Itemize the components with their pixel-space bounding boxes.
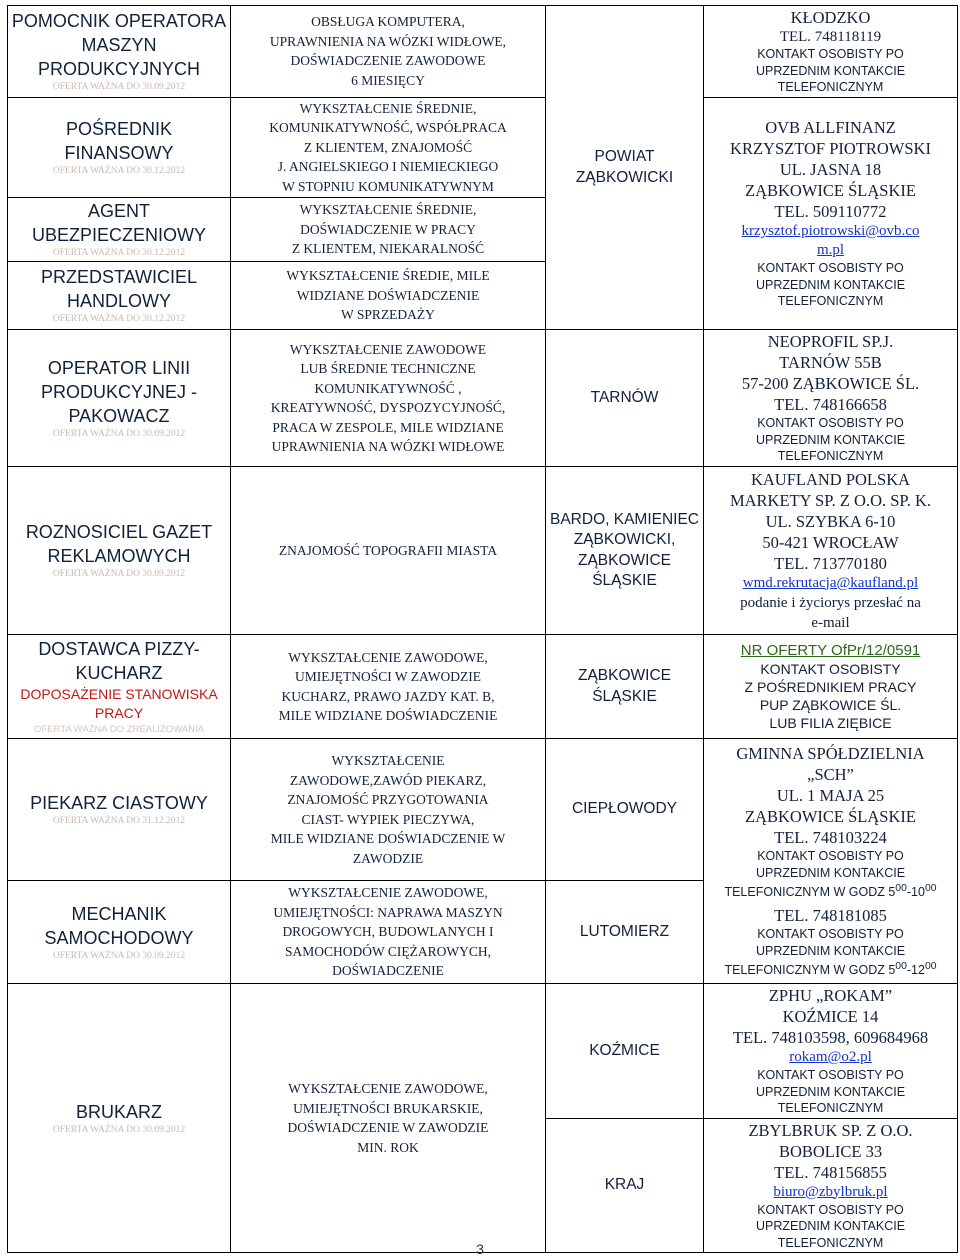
- contact-company: GMINNA SPÓŁDZIELNIA: [736, 744, 925, 764]
- requirements-cell: [231, 262, 546, 330]
- offer-expiry: OFERTA WAŻNA DO 30.09.2012: [52, 569, 186, 579]
- contact-note: UPRZEDNIM KONTAKCIE: [755, 63, 906, 78]
- requirements-line: LUB ŚREDNIE TECHNICZNE: [300, 361, 476, 376]
- location-text: ZĄBKOWICE ŚLĄSKIE: [577, 667, 671, 705]
- contact-phone: TEL. 748181085: [774, 906, 887, 925]
- contact-note: podanie i życiorys przesłać na: [740, 594, 921, 611]
- contact-company: ZPHU „ROKAM”: [768, 986, 893, 1005]
- requirements-line: WYKSZTAŁCENIE ŚREDIE, MILE: [286, 268, 490, 284]
- requirements-line: WIDZIANE DOŚWIADCZENIE: [296, 287, 480, 303]
- job-title: ROZNOSICIEL GAZET REKLAMOWYCH: [25, 522, 213, 566]
- requirements-line: ZAWODZIE: [352, 850, 424, 866]
- contact-note: KONTAKT OSOBISTY PO: [757, 416, 904, 431]
- table-row: [8, 739, 958, 881]
- contact-note: TELEFONICZNYM: [777, 294, 884, 308]
- contact-note: KONTAKT OSOBISTY PO: [757, 47, 904, 61]
- job-title-cell: [8, 198, 231, 262]
- contact-address: BOBOLICE 33: [778, 1141, 883, 1161]
- contact-cell: [704, 330, 958, 467]
- job-title-cell: [8, 635, 231, 739]
- contact-note: UPRZEDNIM KONTAKCIE: [755, 1219, 906, 1233]
- table-row: [8, 6, 958, 98]
- contact-note: KONTAKT OSOBISTY PO: [757, 849, 904, 864]
- email-link[interactable]: rokam@o2.pl: [789, 1049, 872, 1065]
- contact-note: KONTAKT OSOBISTY PO: [757, 927, 904, 941]
- requirements-line: KREATYWNOŚĆ, DYSPOZYCYJNOŚĆ,: [270, 400, 506, 415]
- offer-expiry: OFERTA WAŻNA DO 30.12.2012: [52, 165, 186, 176]
- contact-note: UPRZEDNIM KONTAKCIE: [755, 865, 906, 880]
- hours-sup: 00: [895, 961, 907, 972]
- hours-text: -12: [906, 963, 925, 978]
- contact-cell: [704, 6, 958, 98]
- table-row: [8, 984, 958, 1119]
- requirements-line: OBSŁUGA KOMPUTERA,: [311, 14, 465, 30]
- contact-cell: [704, 635, 958, 739]
- requirements-cell: [231, 881, 546, 984]
- requirements-line: WYKSZTAŁCENIE ZAWODOWE,: [288, 649, 488, 665]
- contact-phone: TEL. 748166658: [774, 395, 887, 415]
- requirements-line: DOŚWIADCZENIE ZAWODOWE: [290, 53, 486, 69]
- contact-phone: TEL. 748156855: [774, 1162, 887, 1182]
- job-title: AGENT UBEZPIECZENIOWY: [31, 201, 206, 245]
- email-link[interactable]: wmd.rekrutacja@kaufland.pl: [742, 574, 919, 591]
- requirements-cell: [231, 467, 546, 635]
- location-text: LUTOMIERZ: [579, 922, 670, 940]
- requirements-line: DOŚWIADCZENIE W PRACY: [300, 221, 476, 237]
- contact-hours: [707, 881, 954, 901]
- contact-phone: TEL. 509110772: [774, 202, 887, 221]
- contact-city: 50-421 WROCŁAW: [762, 532, 899, 552]
- offer-expiry: OFERTA WAŻNA DO 30.09.2012: [52, 81, 186, 92]
- offer-number-link[interactable]: NR OFERTY OfPr/12/0591: [740, 642, 921, 659]
- requirements-line: ZNAJOMOŚĆ PRZYGOTOWANIA: [287, 792, 489, 807]
- contact-address: UL. SZYBKA 6-10: [765, 511, 896, 531]
- contact-note: e-mail: [811, 614, 850, 631]
- job-title-cell: [8, 330, 231, 467]
- contact-cell: [704, 97, 958, 330]
- requirements-line: UPRAWNIENIA NA WÓZKI WIDŁOWE: [271, 439, 505, 454]
- contact-note: TELEFONICZNYM: [777, 1235, 884, 1250]
- requirements-line: WYKSZTAŁCENIE ZAWODOWE: [289, 341, 487, 357]
- job-title: OPERATOR LINII PRODUKCYJNEJ - PAKOWACZ: [40, 357, 197, 426]
- job-title-cell: [8, 97, 231, 198]
- contact-cell: [704, 739, 958, 984]
- contact-note: KONTAKT OSOBISTY PO: [757, 1068, 904, 1082]
- email-link[interactable]: [707, 222, 954, 260]
- requirements-cell: [231, 6, 546, 98]
- requirements-line: PRACA W ZESPOLE, MILE WIDZIANE: [272, 419, 504, 435]
- requirements-line: KOMUNIKATYWNOŚĆ ,: [314, 380, 462, 396]
- requirements-line: WYKSZTAŁCENIE ZAWODOWE,: [288, 1081, 488, 1096]
- offer-note: DOPOSAŻENIE STANOWISKA PRACY: [20, 686, 218, 721]
- location-text: KRAJ: [604, 1176, 645, 1193]
- requirements-line: DOŚWIADCZENIE W ZAWODZIE: [287, 1120, 489, 1135]
- job-title: PIEKARZ CIASTOWY: [30, 793, 208, 813]
- contact-hours: [707, 959, 954, 979]
- contact-company: KAUFLAND POLSKA: [750, 469, 911, 489]
- contact-phone: TEL. 748103598, 609684968: [732, 1028, 929, 1047]
- job-title-cell: [8, 262, 231, 330]
- contact-note: Z POŚREDNIKIEM PRACY: [744, 679, 917, 695]
- requirements-line: MILE WIDZIANE DOŚWIADCZENIE: [278, 708, 498, 723]
- job-title-cell: [8, 881, 231, 984]
- offer-expiry: OFERTA WAŻNA DO 30.12.2012: [52, 314, 186, 324]
- contact-note: TELEFONICZNYM: [777, 80, 884, 94]
- offer-expiry: OFERTA WAŻNA DO 30.09.2012: [52, 950, 186, 961]
- contact-cell: [704, 1118, 958, 1253]
- hours-text: TELEFONICZNYM W GODZ 5: [724, 963, 896, 978]
- job-title: BRUKARZ: [75, 1101, 162, 1122]
- hours-sup: 00: [895, 883, 907, 895]
- contact-note: KONTAKT OSOBISTY: [760, 661, 901, 677]
- job-title: POMOCNIK OPERATORA MASZYN PRODUKCYJNYCH: [11, 10, 227, 79]
- requirements-cell: [231, 330, 546, 467]
- requirements-line: WYKSZTAŁCENIE: [331, 753, 445, 768]
- contact-company: OVB ALLFINANZ: [765, 118, 896, 137]
- contact-phone: TEL. 748103224: [774, 828, 887, 848]
- job-offers-table: [7, 5, 958, 1253]
- location-text: KOŹMICE: [589, 1041, 660, 1059]
- location-text: POWIAT ZĄBKOWICKI: [575, 148, 674, 186]
- hours-sup: 00: [924, 883, 937, 895]
- contact-phone: TEL. 748118119: [779, 29, 882, 45]
- requirements-cell: [231, 635, 546, 739]
- email-link[interactable]: biuro@zbylbruk.pl: [773, 1183, 888, 1200]
- requirements-line: ZAWODOWE,ZAWÓD PIEKARZ,: [289, 772, 487, 788]
- table-row: [8, 635, 958, 739]
- requirements-cell: [231, 97, 546, 198]
- location-cell: [546, 881, 704, 984]
- contact-note: UPRZEDNIM KONTAKCIE: [755, 1084, 906, 1099]
- contact-city: ZĄBKOWICE ŚLĄSKIE: [745, 807, 916, 827]
- contact-address: KOŹMICE 14: [782, 1007, 879, 1026]
- location-cell: [546, 635, 704, 739]
- requirements-cell: [231, 198, 546, 262]
- offer-expiry: OFERTA WAŻNA DO 31.12.2012: [52, 816, 186, 826]
- email-part: m.pl: [816, 242, 845, 258]
- contact-company: NEOPROFIL SP.J.: [767, 332, 894, 352]
- requirements-line: DROGOWYCH, BUDOWLANYCH I: [282, 924, 494, 940]
- job-title-cell: [8, 467, 231, 635]
- contact-address: UL. JASNA 18: [779, 160, 882, 179]
- requirements-line: UMIEJĘTNOŚCI: NAPRAWA MASZYN: [273, 904, 503, 920]
- requirements-line: UMIEJĘTNOŚCI W ZAWODZIE: [295, 669, 481, 684]
- contact-city: ZĄBKOWICE ŚLĄSKIE: [745, 181, 916, 200]
- table-row: [8, 467, 958, 635]
- requirements-line: KOMUNIKATYWNOŚĆ, WSPÓŁPRACA: [269, 120, 507, 135]
- location-cell: [546, 1118, 704, 1253]
- requirements-line: WYKSZTAŁCENIE ŚREDNIE,: [299, 100, 477, 116]
- contact-note: UPRZEDNIM KONTAKCIE: [755, 432, 906, 447]
- contact-phone: TEL. 713770180: [774, 553, 887, 573]
- requirements-line: WYKSZTAŁCENIE ŚREDNIE,: [299, 202, 477, 218]
- requirements-line: DOŚWIADCZENIE: [332, 963, 444, 979]
- offer-expiry: OFERTA WAŻNA DO 30.09.2012: [52, 428, 186, 439]
- table-row: [8, 330, 958, 467]
- contact-address: TARNÓW 55B: [779, 353, 882, 373]
- requirements-line: SAMOCHODÓW CIĘŻAROWYCH,: [284, 943, 491, 959]
- location-cell: [546, 739, 704, 881]
- requirements-line: 6 MIESIĘCY: [351, 72, 425, 88]
- contact-cell: [704, 984, 958, 1119]
- location-text: TARNÓW: [590, 388, 659, 406]
- contact-company: MARKETY SP. Z O.O. SP. K.: [729, 490, 932, 510]
- hours-text: -10: [906, 885, 925, 900]
- location-cell: [546, 6, 704, 330]
- contact-line: KŁODZKO: [790, 8, 871, 27]
- requirements-line: W STOPNIU KOMUNIKATYWNYM: [282, 178, 494, 194]
- requirements-line: UPRAWNIENIA NA WÓZKI WIDŁOWE,: [269, 33, 507, 49]
- requirements-line: CIAST- WYPIEK PIECZYWA,: [301, 811, 475, 827]
- requirements-line: J. ANGIELSKIEGO I NIEMIECKIEGO: [277, 159, 499, 174]
- email-part: krzysztof.piotrowski@ovb.co: [741, 223, 920, 239]
- job-title-cell: [8, 984, 231, 1253]
- location-text: CIEPŁOWODY: [571, 800, 678, 818]
- contact-address: UL. 1 MAJA 25: [776, 786, 885, 806]
- requirements-line: UMIEJĘTNOŚCI BRUKARSKIE,: [293, 1100, 483, 1116]
- contact-note: TELEFONICZNYM: [777, 449, 884, 464]
- hours-text: TELEFONICZNYM W GODZ 5: [724, 885, 896, 900]
- job-title: POŚREDNIK FINANSOWY: [64, 118, 174, 163]
- location-cell: [546, 330, 704, 467]
- requirements-line: Z KLIENTEM, NIEKARALNOŚĆ: [291, 241, 485, 257]
- requirements-line: MIN. ROK: [357, 1139, 419, 1155]
- requirements-line: MILE WIDZIANE DOŚWIADCZENIE W: [270, 831, 506, 846]
- requirements-line: ZNAJOMOŚĆ TOPOGRAFII MIASTA: [278, 542, 498, 558]
- location-cell: [546, 467, 704, 635]
- contact-person: KRZYSZTOF PIOTROWSKI: [730, 139, 931, 158]
- job-title: PRZEDSTAWICIEL HANDLOWY: [40, 267, 197, 311]
- requirements-line: KUCHARZ, PRAWO JAZDY KAT. B,: [281, 688, 495, 704]
- offer-expiry: OFERTA WAŻNA DO ZREALIZOWANIA: [34, 724, 204, 735]
- job-title: MECHANIK SAMOCHODOWY: [44, 903, 194, 948]
- job-title-cell: [8, 739, 231, 881]
- contact-company: „SCH”: [807, 765, 854, 785]
- requirements-line: WYKSZTAŁCENIE ZAWODOWE,: [288, 885, 488, 901]
- location-text: BARDO, KAMIENIEC ZĄBKOWICKI, ZĄBKOWICE ŚLĄSKIE: [550, 510, 699, 589]
- contact-note: LUB FILIA ZIĘBICE: [769, 715, 892, 731]
- contact-note: TELEFONICZNYM: [777, 1101, 884, 1115]
- contact-note: KONTAKT OSOBISTY PO: [757, 261, 904, 275]
- job-title: DOSTAWCA PIZZY-KUCHARZ: [38, 639, 200, 683]
- hours-sup: 00: [924, 961, 937, 972]
- table-row: [8, 97, 958, 198]
- contact-note: UPRZEDNIM KONTAKCIE: [755, 277, 906, 292]
- requirements-cell: [231, 984, 546, 1253]
- requirements-cell: [231, 739, 546, 881]
- location-cell: [546, 984, 704, 1119]
- requirements-line: W SPRZEDAŻY: [341, 307, 435, 323]
- contact-city: 57-200 ZĄBKOWICE ŚL.: [741, 374, 920, 394]
- offer-expiry: OFERTA WAŻNA DO 30.09.2012: [52, 1124, 186, 1135]
- offer-expiry: OFERTA WAŻNA DO 30.12.2012: [52, 248, 186, 258]
- contact-cell: [704, 467, 958, 635]
- contact-company: ZBYLBRUK SP. Z O.O.: [748, 1120, 913, 1140]
- job-title-cell: [8, 6, 231, 98]
- requirements-line: Z KLIENTEM, ZNAJOMOŚĆ: [303, 139, 473, 155]
- contact-note: PUP ZĄBKOWICE ŚL.: [759, 697, 902, 713]
- page-number: 3: [476, 1241, 484, 1257]
- contact-note: KONTAKT OSOBISTY PO: [757, 1202, 904, 1217]
- contact-note: UPRZEDNIM KONTAKCIE: [755, 943, 906, 958]
